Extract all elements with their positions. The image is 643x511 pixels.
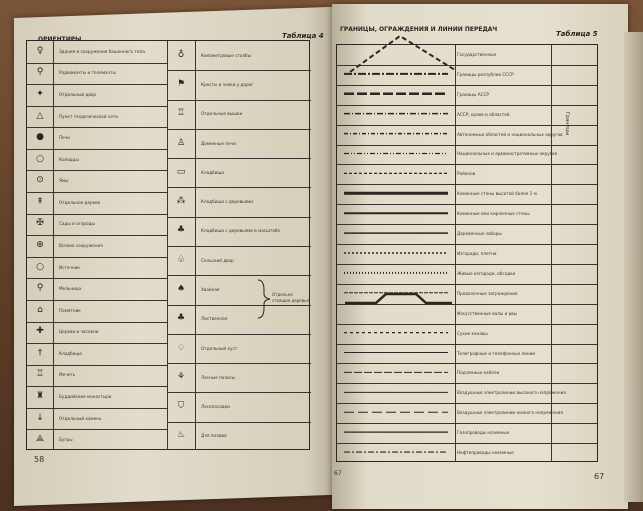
- landmark-symbol: ♀: [36, 45, 44, 56]
- landmark-symbol: ✦: [36, 88, 44, 99]
- boundary-label: Границы республик СССР: [457, 71, 514, 77]
- landmark-symbol: ⟁: [35, 434, 45, 445]
- tree-brace: [258, 280, 270, 318]
- boundary-label: Каменные или кирпичные стены: [457, 211, 530, 217]
- landmark-symbol: ⚘: [176, 371, 186, 382]
- landmark-symbol: ○: [36, 153, 44, 164]
- boundary-label: Сухие канавы: [457, 330, 488, 336]
- boundary-label: Проволочные заграждения: [457, 290, 518, 296]
- boundary-label: Газопроводы наземные: [457, 430, 510, 436]
- landmark-label: Кладбища: [201, 169, 224, 175]
- boundary-label: Подземные кабели: [457, 370, 500, 376]
- right-table-number: Таблица 5: [556, 30, 598, 38]
- right-page-number-left: 67: [334, 470, 342, 477]
- landmark-symbol: ▭: [176, 166, 186, 177]
- boundary-label: Границы АССР: [457, 91, 489, 97]
- landmark-label: Доменные печи: [201, 140, 236, 146]
- landmark-label: Ямы: [59, 178, 69, 184]
- landmark-symbol: ↟: [36, 196, 44, 207]
- landmark-symbol: ♣: [176, 225, 186, 236]
- landmark-label: Пункт геодезической сети: [59, 113, 118, 119]
- landmark-symbol: ↓: [36, 412, 44, 423]
- landmark-label: Отдельный куст: [201, 345, 238, 351]
- boundary-label: Национальных и административных округов: [457, 151, 557, 157]
- boundary-label: Искусственные валы и рвы: [457, 310, 518, 316]
- landmark-symbol: ♁: [177, 49, 185, 60]
- landmark-symbol: ♖: [35, 369, 45, 380]
- landmark-label: Кладбища с деревьями в масштабе: [201, 228, 281, 234]
- landmark-label: Здания и сооружения башенного типа: [59, 48, 145, 54]
- landmark-symbol: ⊙: [36, 175, 44, 186]
- landmark-label: Отдельные вышки: [201, 111, 243, 117]
- landmark-symbol: ♢: [176, 342, 186, 353]
- boundary-label: Районов: [457, 171, 476, 177]
- landmark-label: Источник: [59, 264, 80, 270]
- landmark-label: Отдельный двор: [59, 91, 97, 97]
- landmark-label: Отдельный камень: [59, 415, 102, 421]
- landmark-label: Колодцы: [59, 156, 79, 162]
- landmark-label: Кладбище: [59, 350, 82, 356]
- landmark-label: Отдельное дерево: [59, 199, 101, 205]
- landmark-symbol: ♧: [176, 254, 186, 265]
- landmark-label: Кладбища с деревьями: [201, 199, 253, 205]
- landmark-label: Всякие сооружения: [59, 243, 103, 248]
- landmark-label: Хвойная: [201, 286, 220, 292]
- landmark-symbol: ⊕: [36, 240, 44, 250]
- landmark-symbol: ♜: [35, 391, 45, 402]
- landmark-label: Лиственная: [201, 316, 228, 322]
- landmark-symbol: ⁂: [176, 196, 186, 207]
- line-symbol-group: [344, 74, 448, 452]
- landmark-label: Для полива: [201, 433, 227, 439]
- landmark-symbol: ✠: [36, 218, 44, 229]
- landmark-label: Мечеть: [59, 372, 76, 378]
- boundary-label: Живые изгороди, обсадки: [457, 270, 516, 276]
- right-page-number: 67: [594, 472, 605, 481]
- landmark-label: Сельский двор: [201, 257, 234, 263]
- landmark-label: Буддийские монастыри: [59, 394, 112, 400]
- boundary-label: Изгороди, плетни: [457, 251, 497, 256]
- landmark-label: Кресты и знаки у дорог: [201, 81, 254, 87]
- boundary-label: Каменные стены высотой более 1 м: [457, 191, 537, 197]
- landmark-symbol: ●: [36, 132, 44, 143]
- boundary-label: Автономных областей и национальных округов: [457, 131, 563, 137]
- landmark-symbol: ⚑: [176, 78, 186, 89]
- right-page-title: ГРАНИЦЫ, ОГРАЖДЕНИЯ И ЛИНИИ ПЕРЕДАЧ: [340, 26, 498, 33]
- left-page-number: 58: [34, 455, 45, 464]
- stepped-wall-symbol: [345, 294, 452, 303]
- tree-brace-label: Отдельно стоящие деревья: [272, 292, 309, 303]
- landmark-label: Бугры: [59, 437, 73, 443]
- landmark-symbol: †: [37, 347, 43, 358]
- boundary-label: Воздушные электролинии низкого напряжения: [457, 410, 563, 416]
- landmark-label: Печи: [59, 135, 70, 141]
- left-page-title: ОРИЕНТИРЫ: [38, 36, 82, 43]
- landmark-symbol: ✚: [36, 326, 44, 337]
- landmark-symbol: ○: [36, 261, 44, 272]
- landmark-label: Памятник: [59, 307, 81, 313]
- landmark-label: Радиомачты и телемачты: [59, 70, 116, 76]
- landmark-symbol: ⛉: [177, 401, 185, 412]
- landmark-symbol: ♣: [176, 313, 186, 324]
- landmark-symbol: ⌂: [37, 304, 43, 315]
- landmark-symbol: ⚲: [36, 67, 44, 78]
- boundary-label: АССР, краев и областей: [457, 111, 510, 117]
- landmark-label: Мельница: [59, 286, 82, 292]
- landmark-label: Сады и огороды: [59, 221, 95, 227]
- state-border-symbol: [350, 36, 455, 72]
- boundary-label: Нефтепроводы наземные: [457, 450, 514, 456]
- landmark-symbol: ♙: [176, 137, 186, 148]
- landmark-label: Церкви и часовни: [59, 329, 99, 335]
- boundary-label: Государственные: [457, 51, 497, 57]
- landmark-label: Километровые столбы: [201, 52, 251, 58]
- landmark-symbol: ⚲: [36, 283, 44, 294]
- boundary-label: Телеграфные и телефонные линии: [457, 350, 536, 356]
- landmark-label: Лесные полосы: [201, 374, 236, 380]
- boundary-label: Воздушные электролинии высокого напряжения: [457, 390, 566, 396]
- landmark-symbol: ♨: [176, 430, 186, 441]
- landmark-symbol: ♖: [176, 108, 186, 119]
- landmark-symbol: △: [36, 110, 44, 121]
- landmark-symbol: ♠: [176, 283, 186, 294]
- left-table-number: Таблица 4: [282, 32, 324, 40]
- boundary-label: Деревянные заборы: [457, 231, 502, 237]
- landmark-label: Лесопосадки: [201, 404, 230, 410]
- boundaries-side-note: Границы: [564, 112, 570, 136]
